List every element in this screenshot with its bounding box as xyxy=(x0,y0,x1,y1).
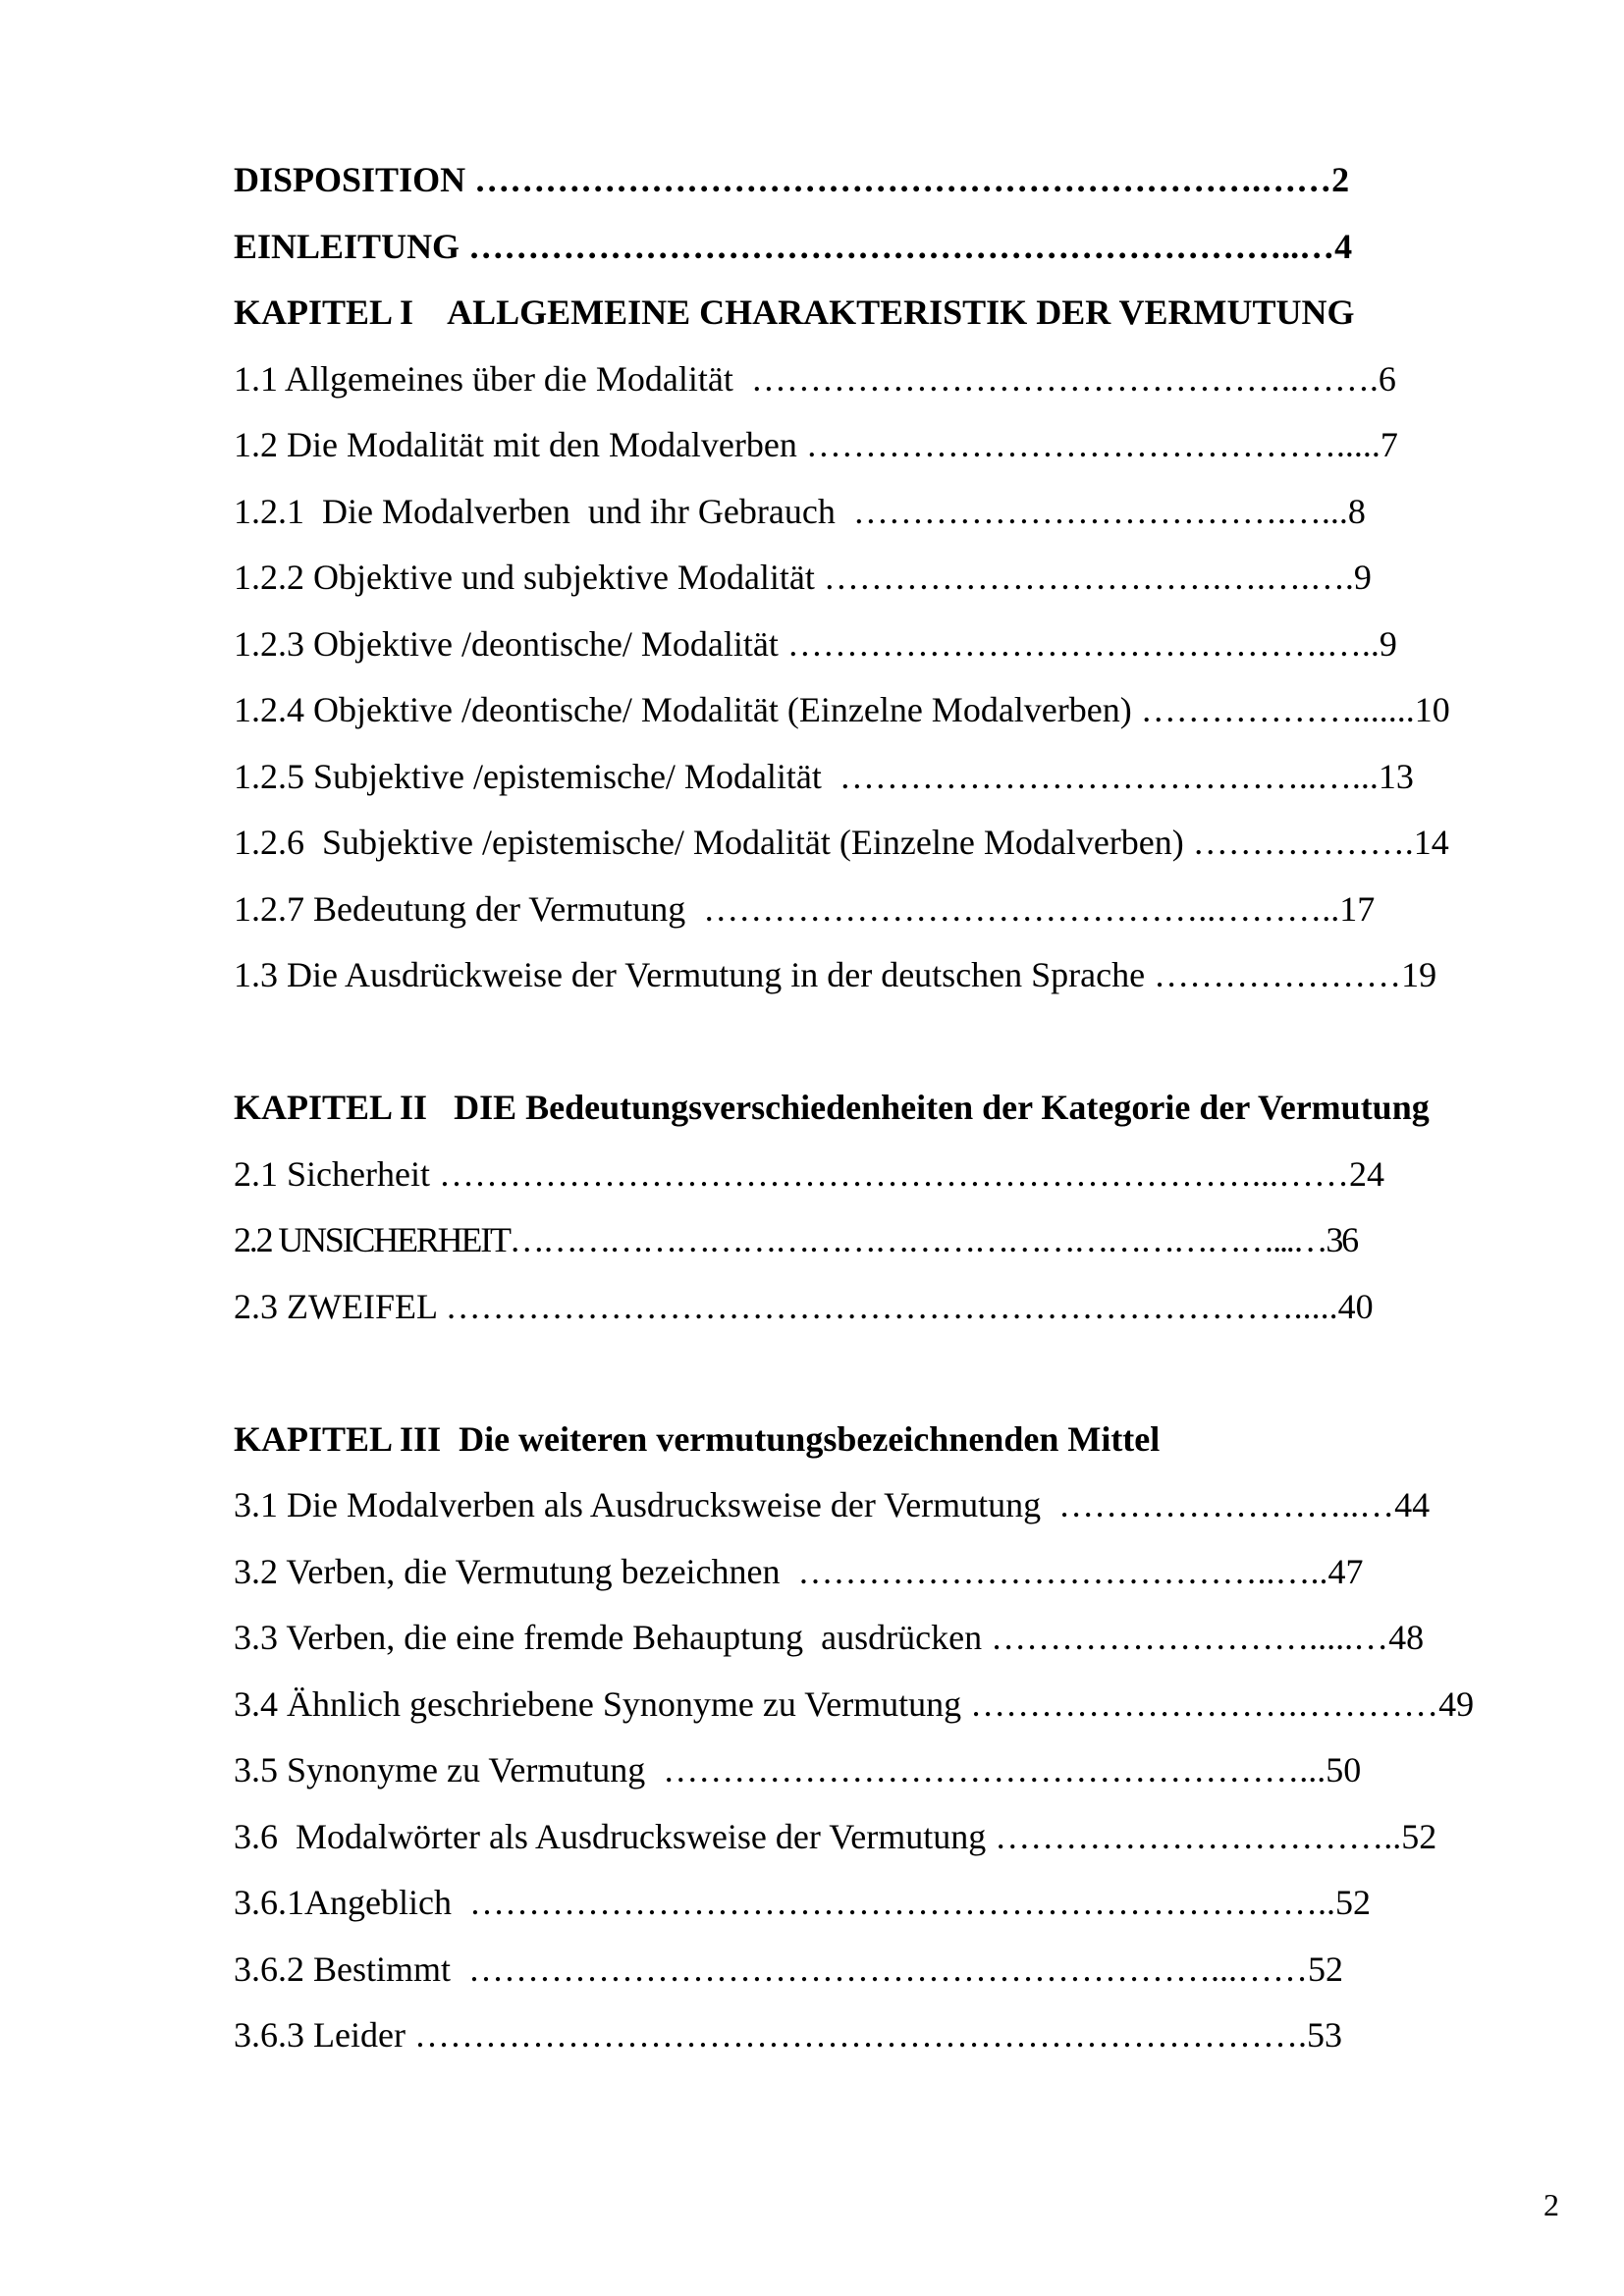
toc-entry: 3.2 Verben, die Vermutung bezeichnen …………………………………..…..47 xyxy=(234,1551,1364,1591)
toc-entry: 3.6.1Angeblich ………………………………………………………………..52 xyxy=(234,1883,1371,1922)
toc-entry: 3.6.3 Leider ………………………………………………………………….53 xyxy=(234,2015,1342,2055)
toc-entry: 1.3 Die Ausdrückweise der Vermutung in der deutschen Sprache …………………19 xyxy=(234,955,1437,994)
toc-entry: 1.2.5 Subjektive /epistemische/ Modalität …………………………………..…...13 xyxy=(234,756,1414,796)
table-of-contents xyxy=(234,147,1569,2069)
toc-entry-disposition: DISPOSITION ………………………………………………………….……2 xyxy=(234,160,1350,199)
toc-entry: 2.1 Sicherheit ……………………………………………………………...……24 xyxy=(234,1153,1384,1194)
page-number: 2 xyxy=(1543,2187,1559,2222)
chapter-1-heading: KAPITEL I ALLGEMEINE CHARAKTERISTIK DER VERMUTUNG xyxy=(234,293,1355,332)
toc-entry: 3.1 Die Modalverben als Ausdrucksweise der Vermutung ……………………..…44 xyxy=(234,1485,1431,1524)
toc-entry: 3.5 Synonyme zu Vermutung ………………………………………………...50 xyxy=(234,1750,1362,1789)
chapter-2-heading: KAPITEL II DIE Bedeutungsverschiedenheiten der Kategorie der Vermutung xyxy=(234,1088,1430,1127)
spacer xyxy=(234,1340,1569,1407)
toc-entry: 1.2 Die Modalität mit den Modalverben ……………………………………….....7 xyxy=(234,425,1398,464)
toc-entry: 1.2.6 Subjektive /epistemische/ Modalität (Einzelne Modalverben) ……………….14 xyxy=(234,823,1449,862)
toc-entry: 3.3 Verben, die eine fremde Behauptung ausdrücken ……………………….....…48 xyxy=(234,1618,1425,1657)
toc-entry: 1.2.4 Objektive /deontische/ Modalität (Einzelne Modalverben) ……………….......10 xyxy=(234,690,1450,729)
toc-entry: 1.2.3 Objektive /deontische/ Modalität ……………………………………….…..9 xyxy=(234,623,1397,664)
toc-entry-einleitung: EINLEITUNG ……………………………………………………………..…4 xyxy=(234,226,1353,266)
toc-entry: 1.2.1 Die Modalverben und ihr Gebrauch ……………………………….…...8 xyxy=(234,491,1366,531)
toc-entry: 3.4 Ähnlich geschriebene Synonyme zu Vermutung ……………………….…………49 xyxy=(234,1683,1475,1724)
toc-entry: 1.1 Allgemeines über die Modalität ………………………………………..…….6 xyxy=(234,358,1396,399)
toc-entry: 3.6.2 Bestimmt ………………………………………………………...……52 xyxy=(234,1949,1344,1989)
spacer xyxy=(234,1009,1569,1076)
toc-entry: 3.6 Modalwörter als Ausdrucksweise der Vermutung ……………………………..52 xyxy=(234,1816,1437,1856)
toc-entry: 1.2.2 Objektive und subjektive Modalität …………………………….….….….9 xyxy=(234,558,1372,597)
toc-entry: 2.2 UNSICHERHEIT……………………………………………………………...…36 xyxy=(234,1220,1357,1259)
toc-entry: 2.3 ZWEIFEL ……………………………………………………………….....40 xyxy=(234,1286,1374,1326)
toc-entry: 1.2.7 Bedeutung der Vermutung ……………………………………..………..17 xyxy=(234,888,1376,929)
chapter-3-heading: KAPITEL III Die weiteren vermutungsbezeichnenden Mittel xyxy=(234,1418,1161,1459)
